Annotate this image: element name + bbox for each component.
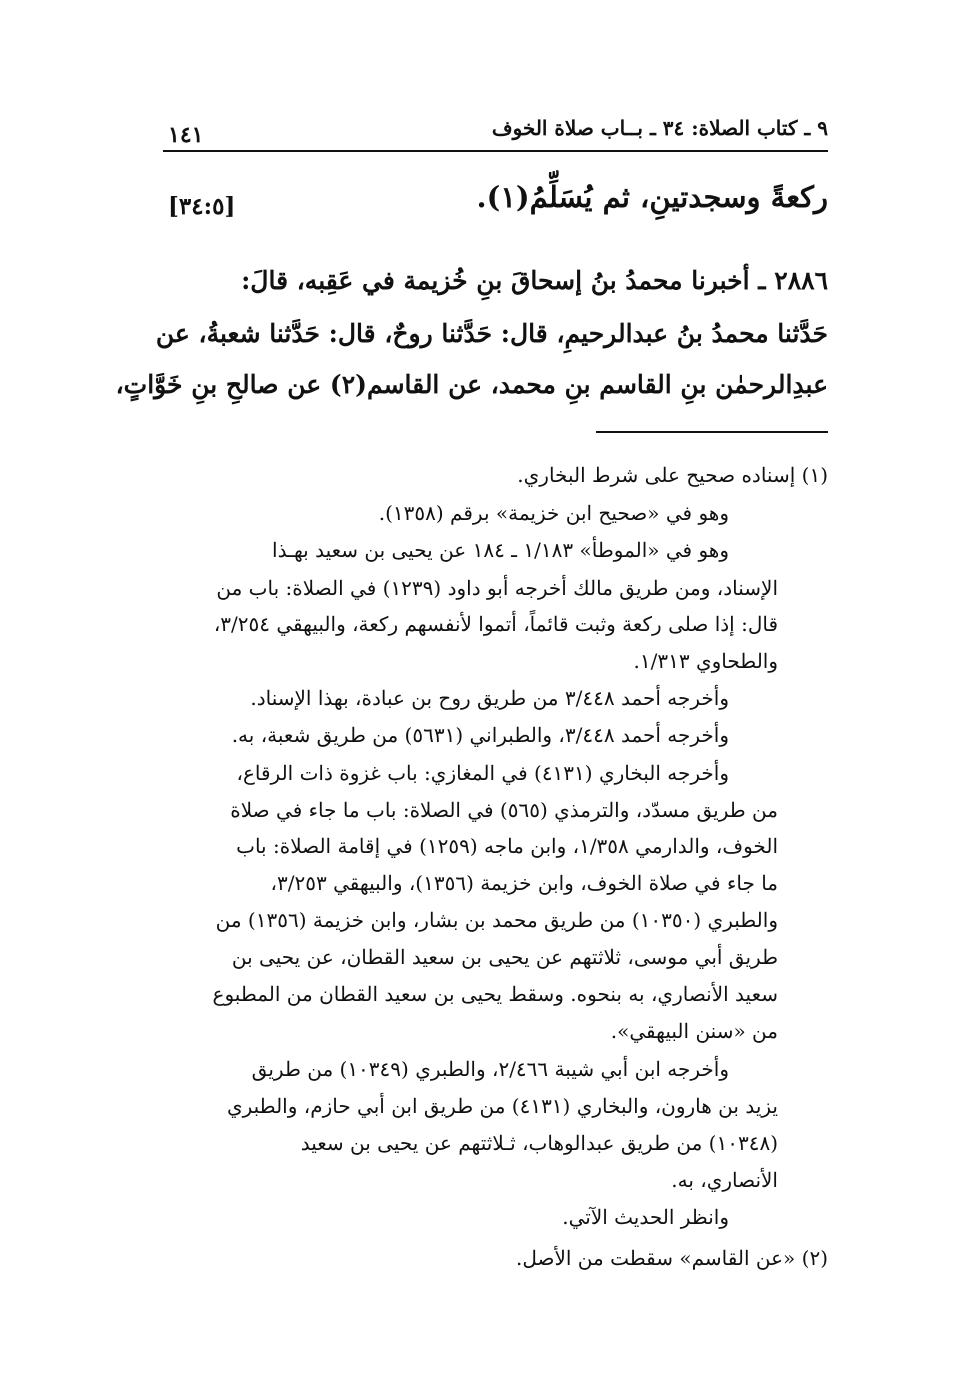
footnote-line: من «سنن البيهقي». (610, 1019, 778, 1043)
footnote-line: وأخرجه أحمد ٣/٤٤٨ من طريق روح بن عبادة، بهذا الإسناد. (250, 686, 729, 710)
footnote-line: طريق أبي موسى، ثلاثتهم عن يحيى بن سعيد القطان، عن يحيى بن (231, 945, 778, 969)
footnote-line: (٢) «عن القاسم» سقطت من الأصل. (515, 1246, 828, 1270)
footnote-line: سعيد الأنصاري، به بنحوه. وسقط يحيى بن سعيد القطان من المطبوع (212, 982, 778, 1006)
footnote-line: من طريق مسدّد، والترمذي (٥٦٥) في الصلاة: باب ما جاء في صلاة (230, 798, 778, 822)
footnote-line: وأخرجه البخاري (٤١٣١) في المغازي: باب غزوة ذات الرقاع، (236, 761, 729, 785)
footnote-line: الخوف، والدارمي ١/٣٥٨، وابن ماجه (١٢٥٩) في إقامة الصلاة: باب (236, 834, 778, 858)
footnote-separator (596, 431, 828, 433)
footnote-line: الأنصاري، به. (671, 1168, 778, 1192)
footnote-line: وأخرجه أحمد ٣/٤٤٨، والطبراني (٥٦٣١) من طريق شعبة، به. (231, 723, 729, 747)
footnote-line: الإسناد، ومن طريق مالك أخرجه أبو داود (١٢٣٩) في الصلاة: باب من (216, 576, 778, 600)
page-number: ١٤١ (168, 122, 204, 148)
footnote-line: وانظر الحديث الآتي. (562, 1205, 729, 1229)
footnote-line: (١٠٣٤٨) من طريق عبدالوهاب، ثـلاثتهم عن يحيى بن سعيد (300, 1131, 778, 1155)
continued-text-line: ركعةً وسجدتينِ، ثم يُسَلِّمُ(١). (476, 180, 828, 214)
running-head: ٩ ـ كتاب الصلاة: ٣٤ ـ بــاب صلاة الخوف (491, 116, 828, 140)
footnote-line: وأخرجه ابن أبي شيبة ٢/٤٦٦، والطبري (١٠٣٤٩) من طريق (251, 1057, 729, 1081)
footnote-line: قال: إذا صلى ركعة وثبت قائماً، أتموا لأنفسهم ركعة، والبيهقي ٣/٢٥٤، (213, 612, 778, 636)
hadith-text-line: عبدِالرحمٰن بنِ القاسم بنِ محمد، عن القاسم(٢) عن صالحِ بنِ خَوَّاتٍ، (115, 370, 828, 399)
hadith-text-line: حَدَّثنا محمدُ بنُ عبدالرحيمِ، قال: حَدَّثنا روحٌ، قال: حَدَّثنا شعبةُ، عن (155, 319, 828, 348)
footnote-line: يزيد بن هارون، والبخاري (٤١٣١) من طريق ابن أبي حازم، والطبري (226, 1094, 778, 1118)
footnote-line: وهو في «الموطأ» ١/١٨٣ ـ ١٨٤ عن يحيى بن سعيد بهـذا (272, 538, 729, 562)
footnote-line: (١) إسناده صحيح على شرط البخاري. (517, 463, 828, 487)
footnote-line: وهو في «صحيح ابن خزيمة» برقم (١٣٥٨). (378, 501, 729, 525)
header-rule (163, 150, 828, 152)
hadith-text-line: ٢٨٨٦ ـ أخبرنا محمدُ بنُ إسحاقَ بنِ خُزيمة في عَقِبه، قالَ: (241, 266, 828, 295)
footnote-line: والطحاوي ١/٣١٣. (633, 649, 778, 673)
reference-tag: [٣٤:٥] (168, 193, 236, 220)
footnote-line: والطبري (١٠٣٥٠) من طريق محمد بن بشار، وابن خزيمة (١٣٥٦) من (215, 908, 778, 932)
footnote-line: ما جاء في صلاة الخوف، وابن خزيمة (١٣٥٦)، والبيهقي ٣/٢٥٣، (270, 871, 778, 895)
